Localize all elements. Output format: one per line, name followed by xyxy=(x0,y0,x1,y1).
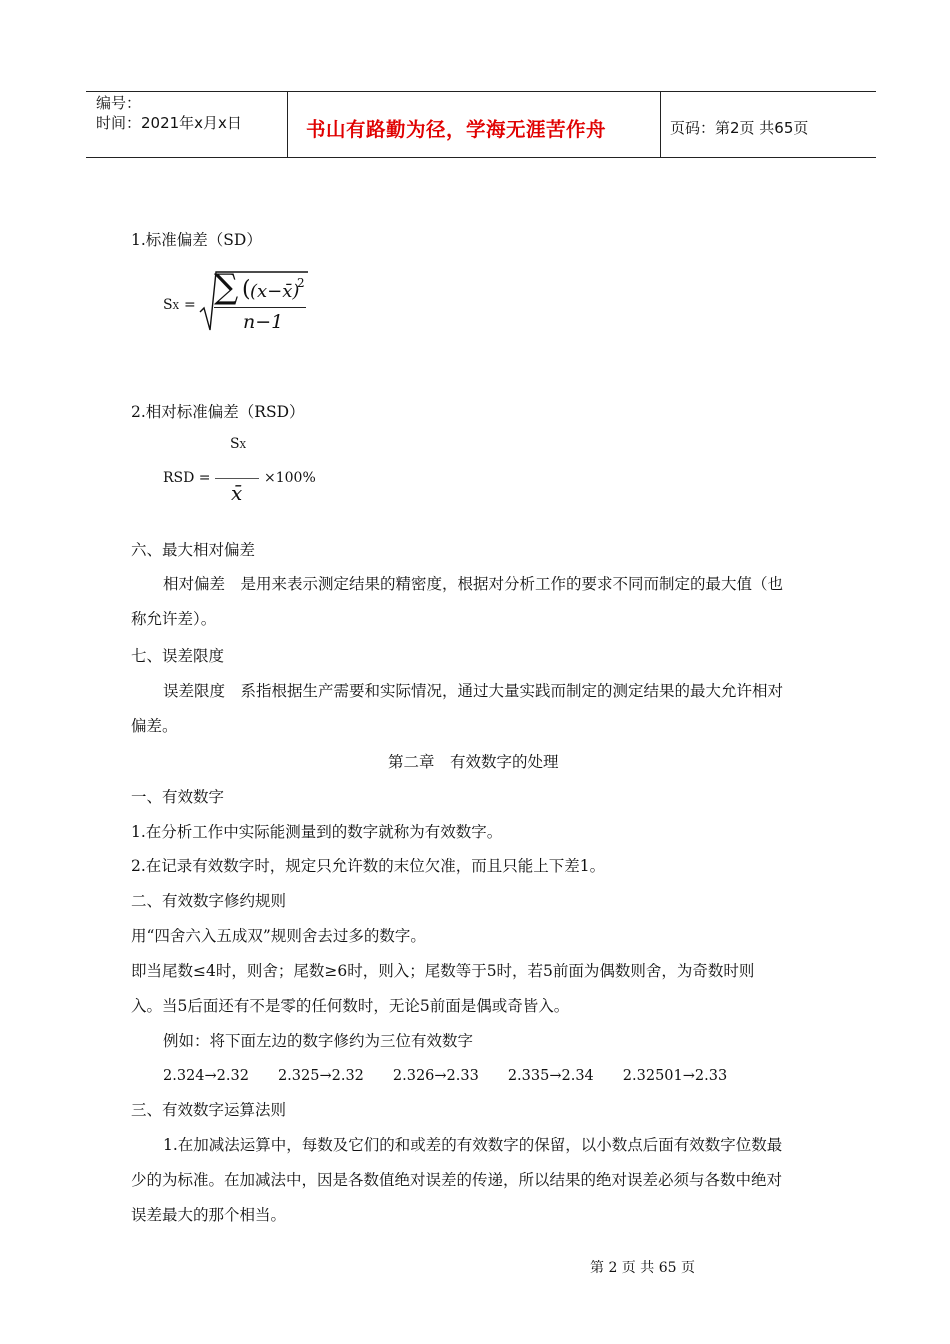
section-6-title: 六、最大相对偏差 xyxy=(131,541,256,559)
c2-paragraph-2b: 入。当5后面还有不是零的任何数时，无论5前面是偶或奇皆入。 xyxy=(131,997,570,1015)
rsd-numerator xyxy=(230,436,246,452)
rsd-numerator-symbol: S xyxy=(230,436,240,452)
section-6-line-2: 称允许差）。 xyxy=(131,610,217,628)
rsd-denominator: x̄ xyxy=(231,481,243,505)
sd-lhs xyxy=(163,297,179,313)
c1-paragraph-2: 2.在记录有效数字时，规定只允许数的末位欠准，而且只能上下差1。 xyxy=(131,857,606,875)
c3-paragraph-1a: 1.在加减法运算中，每数及它们的和或差的有效数字的保留，以小数点后面有效数字位数最 xyxy=(163,1136,783,1154)
c3-paragraph-1c: 误差最大的那个相当。 xyxy=(131,1206,287,1224)
section-6-line-1: 相对偏差 是用来表示测定结果的精密度，根据对分析工作的要求不同而制定的最大值（也 xyxy=(163,575,784,593)
header-top-border xyxy=(86,91,876,92)
header-bottom-border xyxy=(86,157,876,158)
sd-fraction-bar xyxy=(214,307,306,308)
sd-equals: = xyxy=(184,297,196,313)
summation-icon: ∑ xyxy=(214,267,239,307)
sd-lhs-symbol: S xyxy=(163,297,173,313)
header-motto: 书山有路勤为径，学海无涯苦作舟 xyxy=(306,118,607,141)
chapter-title: 第二章 有效数字的处理 xyxy=(388,753,559,771)
c2-example: 例如：将下面左边的数字修约为三位有效数字 xyxy=(163,1032,474,1050)
rsd-numerator-subscript: X xyxy=(239,441,247,451)
header-date-label: 时间：2021年x月x日 xyxy=(96,114,242,132)
sd-numerator-paren-left: ( xyxy=(242,277,251,302)
section-7-title: 七、误差限度 xyxy=(131,647,225,665)
c2-example-values: 2.324→2.32 2.325→2.32 2.326→2.33 2.335→2.34 2.32501→2.33 xyxy=(163,1068,728,1084)
c2-paragraph-2a: 即当尾数≤4时，则舍；尾数≥6时，则入；尾数等于5时，若5前面为偶数则舍，为奇数时则 xyxy=(131,962,755,980)
footer-page-number: 第 2 页 共 65 页 xyxy=(590,1260,695,1276)
rsd-lhs: RSD = xyxy=(163,470,211,486)
section-7-line-1: 误差限度 系指根据生产需要和实际情况，通过大量实践而制定的测定结果的最大允许相对 xyxy=(163,682,784,700)
sd-lhs-subscript: X xyxy=(172,302,180,312)
c1-title: 一、有效数字 xyxy=(131,788,225,806)
section-7-line-2: 偏差。 xyxy=(131,717,178,735)
c3-paragraph-1b: 少的为标准。在加减法中，因是各数值绝对误差的传递，所以结果的绝对误差必须与各数中绝对 xyxy=(131,1171,783,1189)
rsd-title: 2.相对标准偏差（RSD） xyxy=(131,403,305,421)
rsd-multiplier: ×100% xyxy=(264,470,316,486)
sd-title: 1.标准偏差（SD） xyxy=(131,231,262,249)
header-divider-right xyxy=(660,91,661,158)
c2-paragraph-1: 用“四舍六入五成双”规则舍去过多的数字。 xyxy=(131,927,426,945)
header-number-label: 编号： xyxy=(96,94,142,112)
rsd-fraction-bar xyxy=(215,478,259,479)
sd-denominator: n−1 xyxy=(243,311,284,333)
c1-paragraph-1: 1.在分析工作中实际能测量到的数字就称为有效数字。 xyxy=(131,823,503,841)
header-page-label: 页码：第2页 共65页 xyxy=(670,119,809,137)
sd-exponent: 2 xyxy=(297,276,305,290)
sd-numerator: (x−x̄) xyxy=(250,281,300,302)
header-divider-left xyxy=(287,91,288,158)
c2-title: 二、有效数字修约规则 xyxy=(131,892,287,910)
c3-title: 三、有效数字运算法则 xyxy=(131,1101,287,1119)
